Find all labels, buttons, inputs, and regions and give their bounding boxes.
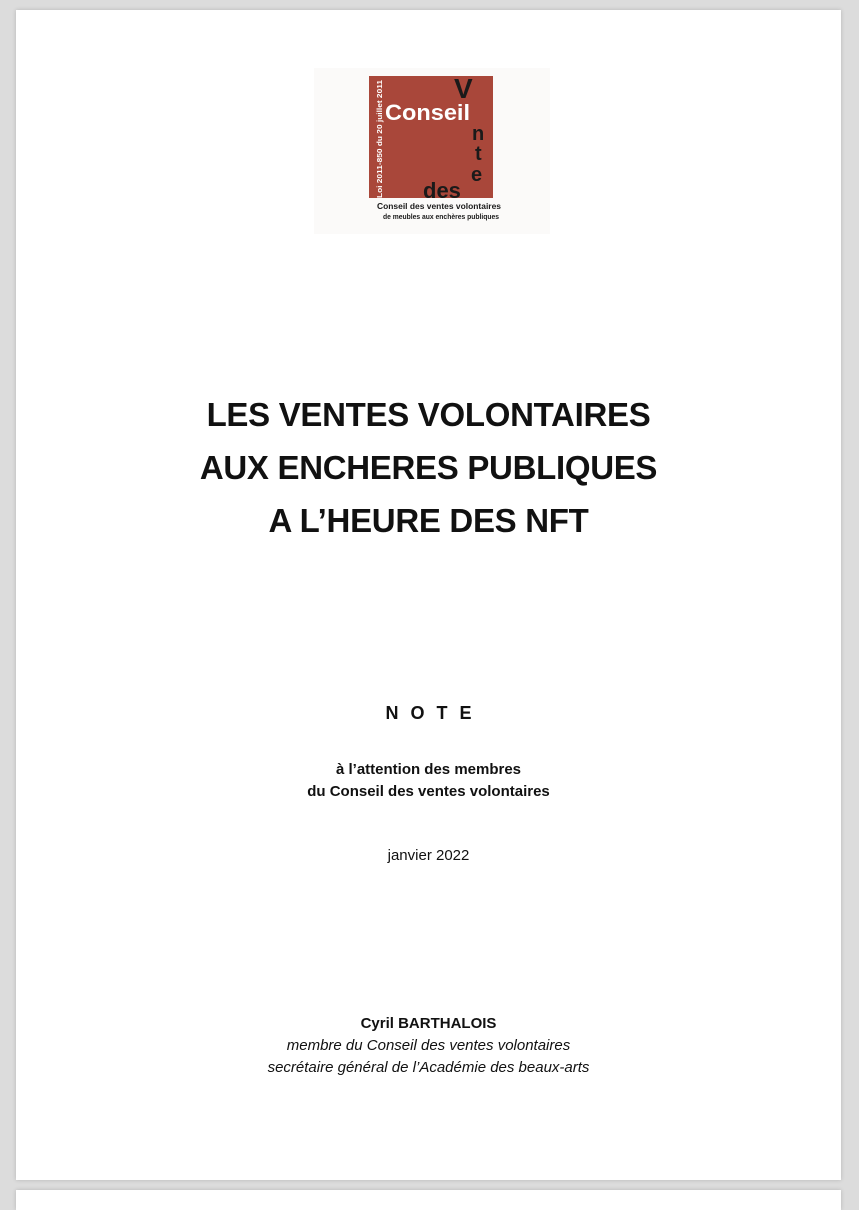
document-page — [16, 10, 841, 1180]
logo-letter-e: e — [471, 164, 483, 186]
document-title — [16, 388, 841, 547]
recipients-line-2: du Conseil des ventes volontaires — [307, 783, 550, 800]
logo-word-conseil: Conseil — [385, 100, 470, 125]
conseil-ventes-logo — [314, 68, 550, 234]
logo-caption-line2: de meubles aux enchères publiques — [383, 212, 499, 221]
title-line-1: LES VENTES VOLONTAIRES — [206, 396, 651, 433]
logo-letter-t: t — [475, 143, 482, 165]
logo-caption-line1: Conseil des ventes volontaires — [377, 202, 502, 211]
logo-letter-v: V — [454, 73, 473, 104]
author-block — [16, 1013, 841, 1079]
logo-word-des: des — [423, 178, 461, 203]
title-line-2: AUX ENCHERES PUBLIQUES — [199, 449, 658, 486]
author-name: Cyril BARTHALOIS — [360, 1015, 497, 1032]
author-role-2: secrétaire général de l’Académie des beaux-arts — [267, 1059, 590, 1076]
note-heading: NOTE — [385, 703, 484, 723]
document-date: janvier 2022 — [387, 847, 470, 864]
logo-graphic — [314, 68, 550, 234]
next-page-edge — [16, 1190, 841, 1210]
recipients-line-1: à l’attention des membres — [335, 761, 522, 778]
logo-side-text: Loi 2011-850 du 20 juillet 2011 — [375, 90, 384, 198]
logo-letter-n: n — [472, 123, 485, 145]
author-role-1: membre du Conseil des ventes volontaires — [286, 1037, 571, 1054]
note-recipients — [16, 759, 841, 803]
title-line-3: A L’HEURE DES NFT — [268, 502, 589, 539]
